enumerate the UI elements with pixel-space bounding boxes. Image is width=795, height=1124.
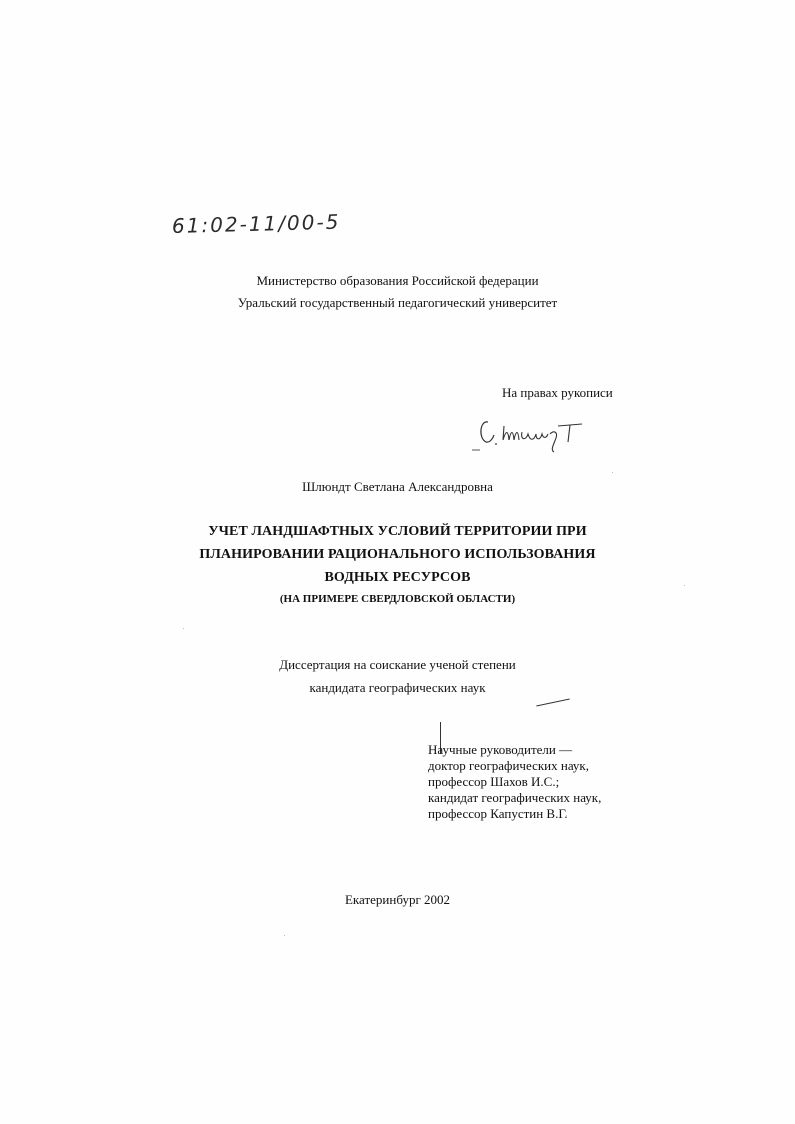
supervisor-line: доктор географических наук, [428, 758, 589, 773]
title-subtitle: (НА ПРИМЕРЕ СВЕРДЛОВСКОЙ ОБЛАСТИ) [279, 593, 516, 605]
author-name: Шлюндт Светлана Александровна [302, 479, 493, 494]
pen-stroke-mark [536, 698, 569, 706]
supervisor-line: профессор Шахов И.С.; [428, 774, 560, 789]
ministry-name: Министерство образования Российской федерации [256, 273, 539, 288]
degree-line-1: Диссертация на соискание ученой степени [279, 657, 516, 672]
title-line-2: ПЛАНИРОВАНИИ РАЦИОНАЛЬНОГО ИСПОЛЬЗОВАНИЯ [199, 547, 596, 562]
title-line-3: ВОДНЫХ РЕСУРСОВ [324, 570, 471, 585]
scan-speck [284, 935, 285, 936]
author-signature [470, 408, 595, 458]
supervisor-line: профессор Капустин В.Г. [428, 806, 568, 821]
university-name: Уральский государственный педагогический университет [237, 295, 558, 310]
supervisors-block [428, 742, 601, 822]
scan-speck [183, 628, 184, 629]
supervisor-line: кандидат географических наук, [428, 790, 602, 805]
supervisors-heading: Научные руководители — [428, 742, 573, 757]
title-line-1: УЧЕТ ЛАНДШАФТНЫХ УСЛОВИЙ ТЕРРИТОРИИ ПРИ [208, 524, 587, 539]
degree-line-2: кандидата географических наук [309, 680, 486, 695]
city-year: Екатеринбург 2002 [344, 892, 451, 907]
manuscript-rights-note: На правах рукописи [502, 385, 613, 400]
scan-speck [612, 472, 613, 473]
handwritten-catalog-code: 61:02-11/00-5 [171, 209, 341, 238]
